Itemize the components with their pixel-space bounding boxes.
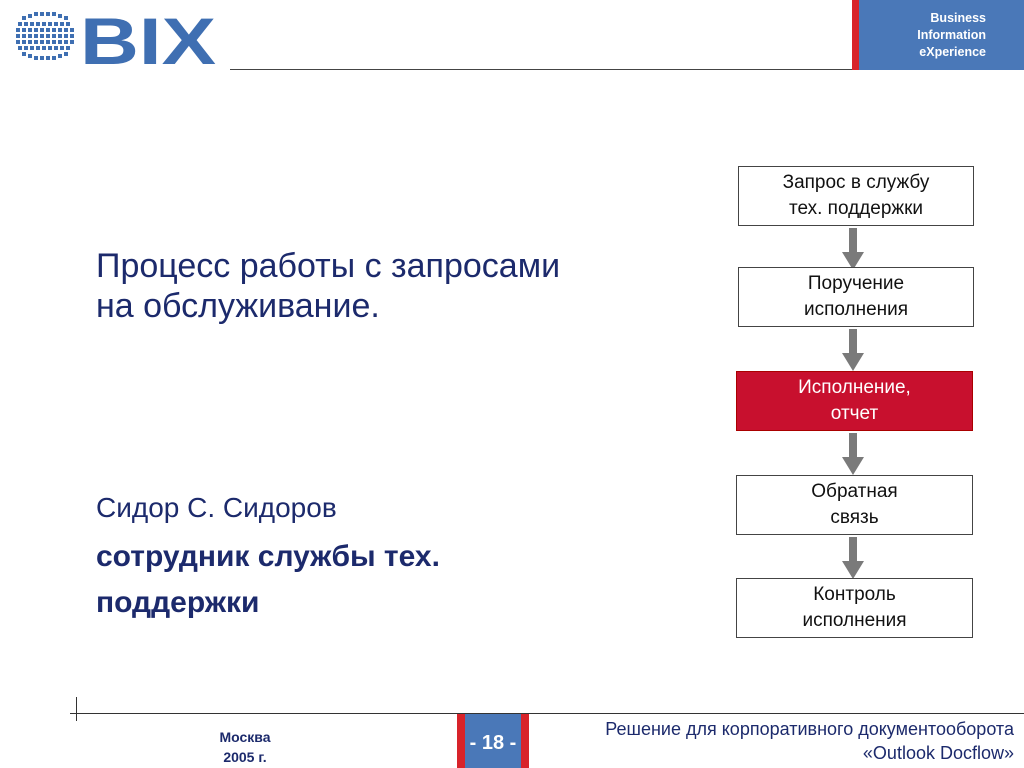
flow-arrow-down-icon (842, 228, 864, 270)
bix-logo (8, 4, 218, 68)
header-divider (230, 69, 854, 70)
flow-arrow-down-icon (842, 433, 864, 475)
footer-divider (70, 713, 1024, 714)
flow-step-label: Исполнение, (798, 377, 911, 398)
flow-step-feedback (736, 475, 973, 535)
tagline-line: Information (917, 28, 986, 42)
header-brand-box (852, 0, 1024, 70)
flow-step-label: отчет (830, 403, 879, 424)
footer-tagline-line: Решение для корпоративного документооборота (605, 719, 1014, 739)
globe-dots-icon (16, 10, 74, 66)
footer-location (200, 727, 290, 767)
flow-step-label: Контроль (813, 584, 896, 605)
flow-step-label: исполнения (802, 610, 907, 631)
slide-title-line: на обслуживание. (96, 287, 380, 325)
footer-tick-mark (76, 697, 77, 721)
slide-title (96, 246, 656, 326)
flow-arrow-down-icon (842, 329, 864, 371)
flow-step-label: Обратная (811, 481, 898, 502)
flow-step-label: Поручение (807, 273, 905, 294)
tagline-line: eXperience (919, 45, 986, 59)
footer-tagline (544, 717, 1014, 765)
header-red-stripe (852, 0, 859, 70)
author-role-line: сотрудник службы тех. (96, 540, 440, 573)
flow-step-execution (736, 371, 973, 431)
footer-year: 2005 г. (223, 749, 267, 765)
flow-arrow-down-icon (842, 537, 864, 579)
flow-step-label: тех. поддержки (788, 198, 924, 219)
flow-step-assignment (738, 267, 974, 327)
author-role (96, 534, 656, 626)
flow-step-request (738, 166, 974, 226)
page-number-box (457, 714, 529, 768)
flow-step-control (736, 578, 973, 638)
logo-wordmark: BIX (80, 4, 216, 68)
author-name: Сидор С. Сидоров (96, 492, 337, 523)
flow-step-label: исполнения (803, 299, 909, 320)
footer-city: Москва (219, 729, 271, 745)
flow-step-label: связь (830, 507, 879, 528)
slide-title-line: Процесс работы с запросами (96, 247, 561, 285)
footer-tagline-line: «Outlook Docflow» (862, 743, 1014, 763)
tagline-line: Business (930, 11, 986, 25)
page-number: - 18 - (469, 732, 517, 754)
author-role-line: поддержки (96, 586, 260, 619)
header-tagline (876, 10, 986, 61)
flow-step-label: Запрос в службу (782, 172, 930, 193)
